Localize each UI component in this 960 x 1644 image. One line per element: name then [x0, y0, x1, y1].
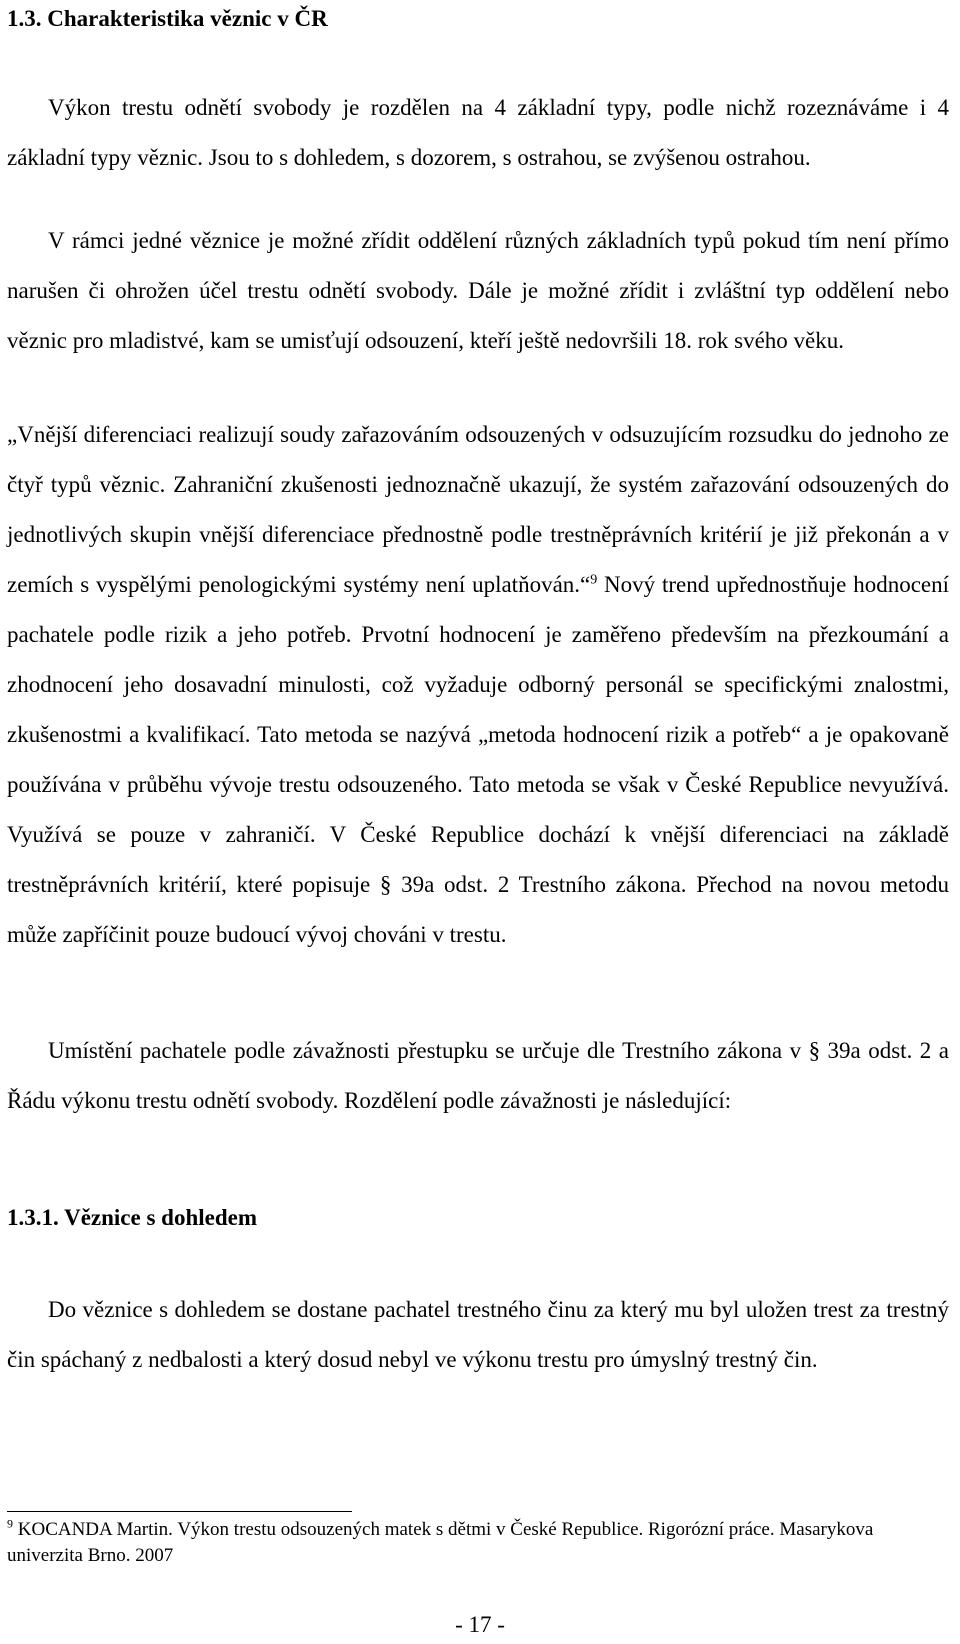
footnote-text: KOCANDA Martin. Výkon trestu odsouzených matek s dětmi v České Republice. Rigorózní práce. Masarykova univerzita Brno. 2007 [7, 1519, 874, 1566]
paragraph-placement: Umístění pachatele podle závažnosti přestupku se určuje dle Trestního zákona v § 39a odst. 2 a Řádu výkonu trestu odnětí svobody. Rozdělení podle závažnosti je následující: [7, 1038, 949, 1113]
paragraph-departments: V rámci jedné věznice je možné zřídit oddělení různých základních typů pokud tím není přímo narušen či ohrožen účel trestu odnětí svobody. Dále je možné zřídit i zvláštní typ oddělení nebo věznic pro mladistvé, kam se umisťují odsouzení, kteří ještě nedovršili 18. rok svého věku. [7, 228, 949, 353]
subsection-heading: 1.3.1. Věznice s dohledem [7, 1205, 258, 1230]
quotation-text: „Vnější diferenciaci realizují soudy zařazováním odsouzených v odsuzujícím rozsudku do jednoho ze čtyř typů věznic. Zahraniční zkušenosti jednoznačně ukazují, že systém zařazování odsouzených do jednotlivých skupin vnější diferenciace přednostně podle trestněprávních kritérií je již překonán a v zemích s vyspělými penologickými systémy není uplatňován.“ [7, 422, 949, 597]
paragraph-supervision-prison: Do věznice s dohledem se dostane pachatel trestného činu za který mu byl uložen trest za trestný čin spáchaný z nedbalosti a který dosud nebyl ve výkonu trestu pro úmyslný trestný čin. [7, 1297, 949, 1372]
page-number: - 17 - [455, 1612, 505, 1637]
footnote-number: 9 [7, 1516, 13, 1531]
paragraph-prison-types: Výkon trestu odnětí svobody je rozdělen na 4 základní typy, podle nichž rozeznáváme i 4 základní typy věznic. Jsou to s dohledem, s dozorem, s ostrahou, se zvýšenou ostrahou. [7, 95, 949, 170]
footnote [7, 1517, 949, 1569]
section-heading: 1.3. Charakteristika věznic v ČR [7, 6, 328, 31]
footnote-reference: 9 [590, 572, 598, 588]
paragraph-external-differentiation [7, 410, 949, 960]
footnote-separator [7, 1511, 352, 1512]
paragraph-continuation: Nový trend upřednostňuje hodnocení pachatele podle rizik a jeho potřeb. Prvotní hodnocení je zaměřeno především na přezkoumání a zhodnocení jeho dosavadní minulosti, což vyžaduje odborný personál se specifickými znalostmi, zkušenostmi a kvalifikací. Tato metoda se nazývá „metoda hodnocení rizik a potřeb“ a je opakovaně používána v průběhu vývoje trestu odsouzeného. Tato metoda se však v České Republice nevyužívá. Využívá se pouze v zahraničí. V České Republice dochází k vnější diferenciaci na základě trestněprávních kritérií, které popisuje § 39a odst. 2 Trestního zákona. Přechod na novou metodu může zapříčinit pouze budoucí vývoj chováni v trestu. [7, 572, 949, 947]
